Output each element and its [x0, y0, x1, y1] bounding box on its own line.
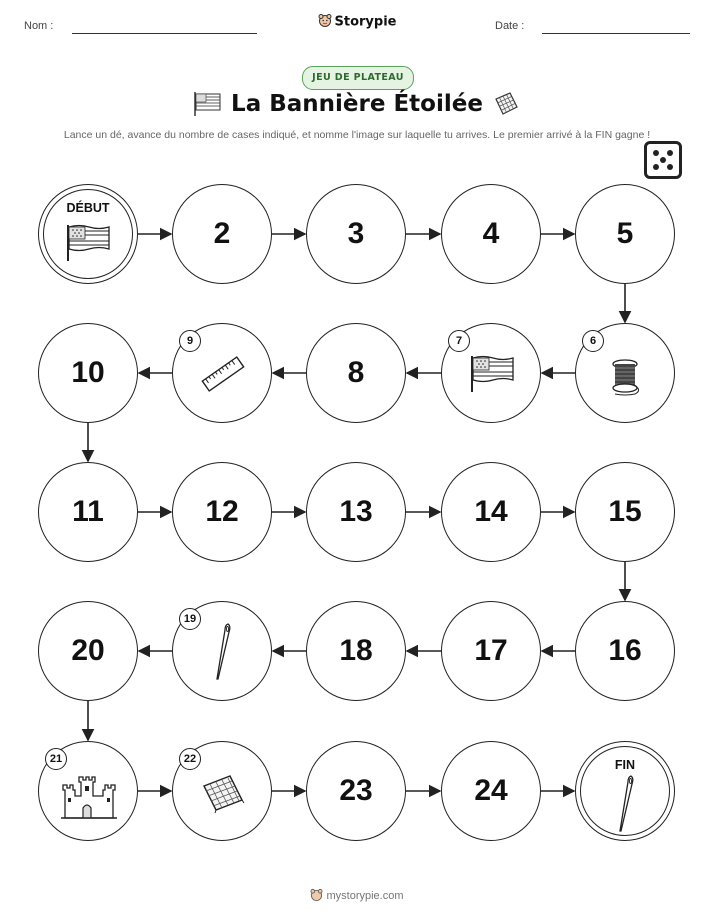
board-space-11 [38, 462, 138, 562]
start-space [38, 184, 138, 284]
board-space-8 [306, 323, 406, 423]
space-number: 20 [71, 634, 105, 667]
board-space-19 [172, 601, 272, 701]
needle-icon [616, 774, 636, 839]
fort-icon [59, 774, 119, 825]
board-space-2 [172, 184, 272, 284]
space-number-badge: 9 [179, 330, 201, 352]
board-space-18 [306, 601, 406, 701]
board-space-12 [172, 462, 272, 562]
board-space-4 [441, 184, 541, 284]
finish-label: FIN [614, 758, 636, 772]
board-space-6 [575, 323, 675, 423]
board-space-20 [38, 601, 138, 701]
space-number: 13 [339, 495, 373, 528]
footer [0, 888, 714, 904]
name-label: Nom : [24, 20, 54, 32]
board-space-5 [575, 184, 675, 284]
thread-spool-icon [605, 356, 647, 403]
space-number: 2 [213, 217, 231, 250]
space-number-badge: 7 [448, 330, 470, 352]
footer-url: mystorypie.com [326, 889, 404, 902]
board-space-24 [441, 741, 541, 841]
board-space-9 [172, 323, 272, 423]
needle-icon [213, 622, 233, 687]
space-number: 8 [347, 356, 365, 389]
board-space-10 [38, 323, 138, 423]
space-number: 18 [339, 634, 373, 667]
board-space-22 [172, 741, 272, 841]
flag-icon [65, 223, 111, 268]
space-number-badge: 19 [179, 608, 201, 630]
finish-space [575, 741, 675, 841]
space-number: 16 [608, 634, 642, 667]
board-space-7 [441, 323, 541, 423]
storypie-logo-icon [310, 888, 323, 904]
space-number: 4 [482, 217, 500, 250]
game-type-badge: JEU DE PLATEAU [302, 66, 414, 90]
date-label: Date : [495, 20, 525, 32]
fabric-icon [198, 772, 248, 819]
space-number: 5 [616, 217, 634, 250]
brand-name: Storypie [334, 14, 397, 30]
flag-icon [469, 354, 515, 399]
board-space-16 [575, 601, 675, 701]
board-space-15 [575, 462, 675, 562]
ruler-icon [199, 350, 247, 403]
space-number: 24 [474, 774, 508, 807]
space-number: 12 [205, 495, 239, 528]
space-number: 17 [474, 634, 508, 667]
space-number: 15 [608, 495, 642, 528]
board-space-17 [441, 601, 541, 701]
space-number: 10 [71, 356, 105, 389]
space-number-badge: 21 [45, 748, 67, 770]
space-number: 14 [474, 495, 508, 528]
page-title: La Bannière Étoilée [231, 91, 483, 117]
space-number: 23 [339, 774, 373, 807]
board-space-21 [38, 741, 138, 841]
board-space-14 [441, 462, 541, 562]
board-space-23 [306, 741, 406, 841]
space-number-badge: 22 [179, 748, 201, 770]
instructions: Lance un dé, avance du nombre de cases indiqué, et nomme l'image sur laquelle tu arrives. Le premier arrivé à la FIN gagne ! [63, 129, 651, 141]
start-label: DÉBUT [66, 201, 110, 215]
board-space-3 [306, 184, 406, 284]
board-space-13 [306, 462, 406, 562]
space-number: 11 [72, 495, 104, 528]
space-number-badge: 6 [582, 330, 604, 352]
space-number: 3 [347, 217, 365, 250]
